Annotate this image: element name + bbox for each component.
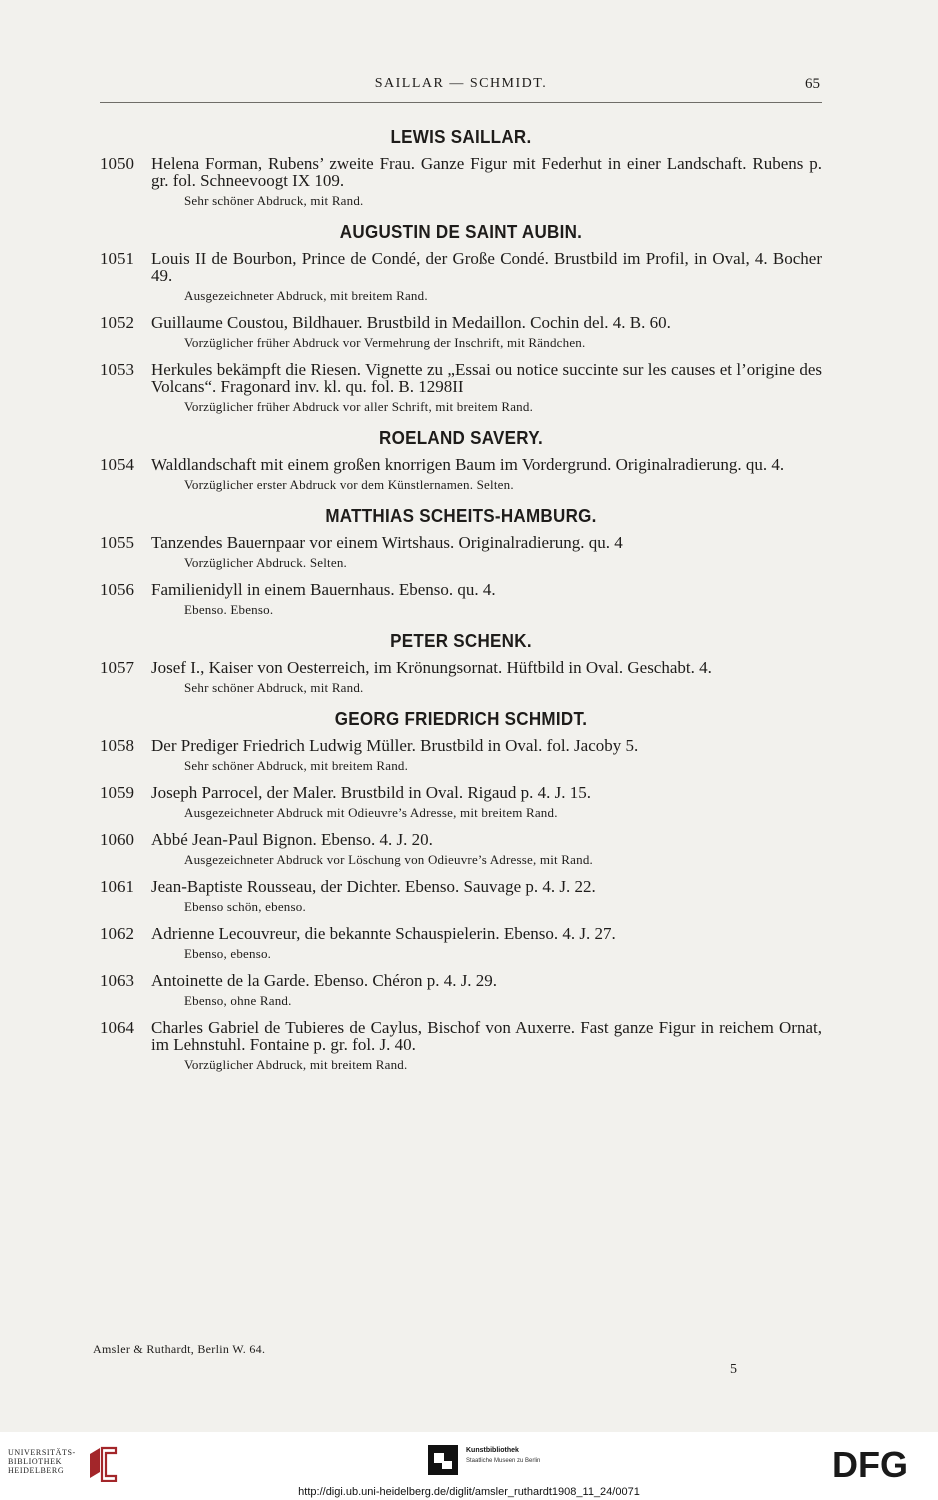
catalogue-entry [100, 314, 822, 351]
catalogue-entry [100, 250, 822, 304]
condition-note: Ebenso schön, ebenso. [184, 899, 306, 914]
running-head-title: SAILLAR — SCHMIDT. [374, 76, 548, 91]
catalogue-body [100, 114, 822, 1083]
header-rule [100, 102, 822, 103]
lot-description: Joseph Parrocel, der Maler. Brustbild in Oval. Rigaud p. 4. J. 15. [151, 783, 592, 802]
lot-description: Antoinette de la Garde. Ebenso. Chéron p. 4. J. 29. [151, 971, 498, 990]
catalogue-entry [100, 155, 822, 209]
condition-note: Ausgezeichneter Abdruck vor Löschung von Odieuvre’s Adresse, mit Rand. [184, 852, 593, 867]
condition-note: Vorzüglicher erster Abdruck vor dem Künstlernamen. Selten. [184, 477, 514, 492]
condition-note: Vorzüglicher früher Abdruck vor Vermehrung der Inschrift, mit Rändchen. [184, 335, 586, 350]
lot-number: 1057 [100, 658, 134, 677]
lot-description: Der Prediger Friedrich Ludwig Müller. Brustbild in Oval. fol. Jacoby 5. [151, 736, 639, 755]
condition-note: Ausgezeichneter Abdruck mit Odieuvre’s Adresse, mit breitem Rand. [184, 805, 558, 820]
lot-number: 1059 [100, 783, 134, 802]
lot-number: 1064 [100, 1018, 134, 1037]
condition-note: Ebenso, ebenso. [184, 946, 272, 961]
lot-number: 1052 [100, 313, 134, 332]
lot-description: Charles Gabriel de Tubieres de Caylus, Bischof von Auxerre. Fast ganze Figur in reichem Ornat, im Lehnstuhl. Fontaine p. gr. fol. J. 40. [151, 1018, 822, 1054]
artist-heading: LEWIS SAILLAR. [390, 126, 532, 147]
catalogue-entry [100, 659, 822, 696]
condition-note: Sehr schöner Abdruck, mit Rand. [184, 193, 364, 208]
lot-description: Herkules bekämpft die Riesen. Vignette zu „Essai ou notice succinte sur les causes et l’origine des Volcans“. Fragonard inv. kl. qu. fol. B. 1298II [151, 360, 822, 396]
catalogue-entry [100, 972, 822, 1009]
printer-imprint: Amsler & Ruthardt, Berlin W. 64. [93, 1342, 266, 1356]
kunstbibliothek-icon [428, 1445, 458, 1475]
kunstbibliothek-logo[interactable] [428, 1443, 568, 1479]
catalogue-entry [100, 534, 822, 571]
artist-heading: GEORG FRIEDRICH SCHMIDT. [334, 708, 588, 729]
catalogue-entry [100, 456, 822, 493]
source-url-link[interactable]: http://digi.ub.uni-heidelberg.de/diglit/amsler_ruthardt1908_11_24/0071 [298, 1486, 640, 1498]
condition-note: Ebenso. Ebenso. [184, 602, 274, 617]
catalogue-entry [100, 925, 822, 962]
lot-number: 1051 [100, 249, 134, 268]
signature-mark: 5 [730, 1362, 737, 1377]
lot-number: 1063 [100, 971, 134, 990]
lot-number: 1055 [100, 533, 134, 552]
lot-number: 1056 [100, 580, 134, 599]
artist-heading: ROELAND SAVERY. [379, 427, 543, 448]
page-number: 65 [805, 76, 820, 92]
dfg-text: DFG [832, 1447, 908, 1481]
lot-number: 1061 [100, 877, 134, 896]
lot-number: 1050 [100, 154, 134, 173]
lot-number: 1058 [100, 736, 134, 755]
artist-heading: MATTHIAS SCHEITS-HAMBURG. [325, 505, 597, 526]
lot-description: Abbé Jean-Paul Bignon. Ebenso. 4. J. 20. [151, 830, 433, 849]
running-head [100, 74, 822, 96]
catalogue-entry [100, 361, 822, 415]
lot-description: Louis II de Bourbon, Prince de Condé, der Große Condé. Brustbild im Profil, in Oval, 4. Bocher 49. [151, 249, 822, 285]
uni-line2: BIBLIOTHEK [8, 1457, 62, 1466]
university-library-name [8, 1448, 76, 1475]
kunstbibliothek-subtitle: Staatliche Museen zu Berlin [466, 1458, 541, 1464]
catalogue-entry [100, 831, 822, 868]
lot-description: Adrienne Lecouvreur, die bekannte Schauspielerin. Ebenso. 4. J. 27. [151, 924, 616, 943]
catalogue-entry [100, 737, 822, 774]
condition-note: Sehr schöner Abdruck, mit breitem Rand. [184, 758, 409, 773]
catalogue-entry [100, 1019, 822, 1073]
university-library-logo[interactable] [8, 1446, 128, 1486]
lot-description: Waldlandschaft mit einem großen knorrigen Baum im Vordergrund. Originalradierung. qu. 4. [151, 455, 785, 474]
catalogue-entry [100, 878, 822, 915]
condition-note: Vorzüglicher Abdruck. Selten. [184, 555, 347, 570]
dfg-logo[interactable] [832, 1447, 928, 1481]
uni-line3: HEIDELBERG [8, 1466, 65, 1475]
lot-number: 1060 [100, 830, 134, 849]
lot-description: Josef I., Kaiser von Oesterreich, im Krönungsornat. Hüftbild in Oval. Geschabt. 4. [151, 658, 712, 677]
lot-description: Helena Forman, Rubens’ zweite Frau. Ganze Figur mit Federhut in einer Landschaft. Rubens p. gr. fol. Schneevoogt IX 109. [151, 154, 822, 190]
lot-number: 1053 [100, 360, 134, 379]
condition-note: Ausgezeichneter Abdruck, mit breitem Rand. [184, 288, 428, 303]
lot-description: Familienidyll in einem Bauernhaus. Ebenso. qu. 4. [151, 580, 496, 599]
kunstbibliothek-name: Kunstbibliothek [466, 1447, 519, 1454]
lot-description: Jean-Baptiste Rousseau, der Dichter. Ebenso. Sauvage p. 4. J. 22. [151, 877, 596, 896]
artist-heading: AUGUSTIN DE SAINT AUBIN. [339, 221, 583, 242]
condition-note: Vorzüglicher früher Abdruck vor aller Schrift, mit breitem Rand. [184, 399, 534, 414]
university-seal-icon [86, 1446, 120, 1482]
lot-number: 1062 [100, 924, 134, 943]
catalogue-entry [100, 581, 822, 618]
lot-description: Guillaume Coustou, Bildhauer. Brustbild in Medaillon. Cochin del. 4. B. 60. [151, 313, 671, 332]
uni-line1: UNIVERSITÄTS- [8, 1448, 76, 1457]
condition-note: Sehr schöner Abdruck, mit Rand. [184, 680, 364, 695]
condition-note: Vorzüglicher Abdruck, mit breitem Rand. [184, 1057, 408, 1072]
condition-note: Ebenso, ohne Rand. [184, 993, 292, 1008]
artist-heading: PETER SCHENK. [390, 630, 532, 651]
lot-description: Tanzendes Bauernpaar vor einem Wirtshaus. Originalradierung. qu. 4 [151, 533, 623, 552]
lot-number: 1054 [100, 455, 134, 474]
catalogue-entry [100, 784, 822, 821]
